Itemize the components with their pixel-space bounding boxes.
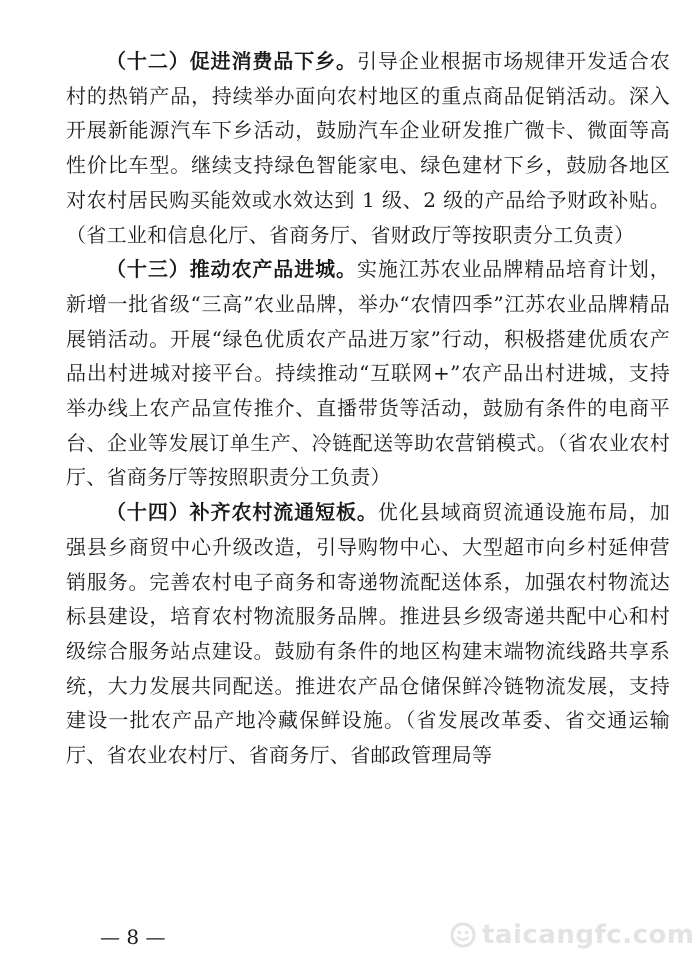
paragraph-heading: （十二）促进消费品下乡。 — [106, 49, 357, 73]
paragraph-13 — [66, 252, 670, 495]
watermark — [450, 918, 695, 952]
watermark-text: taicangfc.com — [482, 920, 695, 950]
paragraph-14 — [66, 495, 670, 773]
paragraph-text: 引导企业根据市场规律开发适合农村的热销产品，持续举办面向农村地区的重点商品促销活动。深入开展新能源汽车下乡活动，鼓励汽车企业研发推广微卡、微面等高性价比车型。继续支持绿色智能家电、绿色建材下乡，鼓励各地区对农村居民购买能效或水效达到 1 级、2 级的产品给予财政补贴。（省工业和信息化厅、省商务厅、省财政厅等按职责分工负责） — [66, 49, 670, 247]
smiley-logo-icon — [450, 922, 476, 948]
paragraph-heading: （十三）推动农产品进城。 — [106, 257, 357, 282]
paragraph-text: 实施江苏农业品牌精品培育计划，新增一批省级“三高”农业品牌，举办“农情四季”江苏农业品牌精品展销活动。开展“绿色优质农产品进万家”行动，积极搭建优质农产品出村进城对接平台。持续推动“互联网+”农产品出村进城，支持举办线上农产品宣传推介、直播带货等活动，鼓励有条件的电商平台、企业等发展订单生产、冷链配送等助农营销模式。（省农业农村厅、省商务厅等按照职责分工负责） — [66, 257, 670, 490]
paragraph-text: 优化县域商贸流通设施布局，加强县乡商贸中心升级改造，引导购物中心、大型超市向乡村延伸营销服务。完善农村电子商务和寄递物流配送体系，加强农村物流达标县建设，培育农村物流服务品牌。推进县乡级寄递共配中心和村级综合服务站点建设。鼓励有条件的地区构建末端物流线路共享系统，大力发展共同配送。推进农产品仓储保鲜冷链物流发展，支持建设一批农产品产地冷藏保鲜设施。（省发展改革委、省交通运输厅、省农业农村厅、省商务厅、省邮政管理局等 — [66, 500, 671, 768]
document-body — [66, 44, 670, 773]
paragraph-heading: （十四）补齐农村流通短板。 — [106, 500, 378, 525]
paragraph-12 — [66, 44, 670, 252]
page-number: — 8 — — [100, 925, 166, 949]
